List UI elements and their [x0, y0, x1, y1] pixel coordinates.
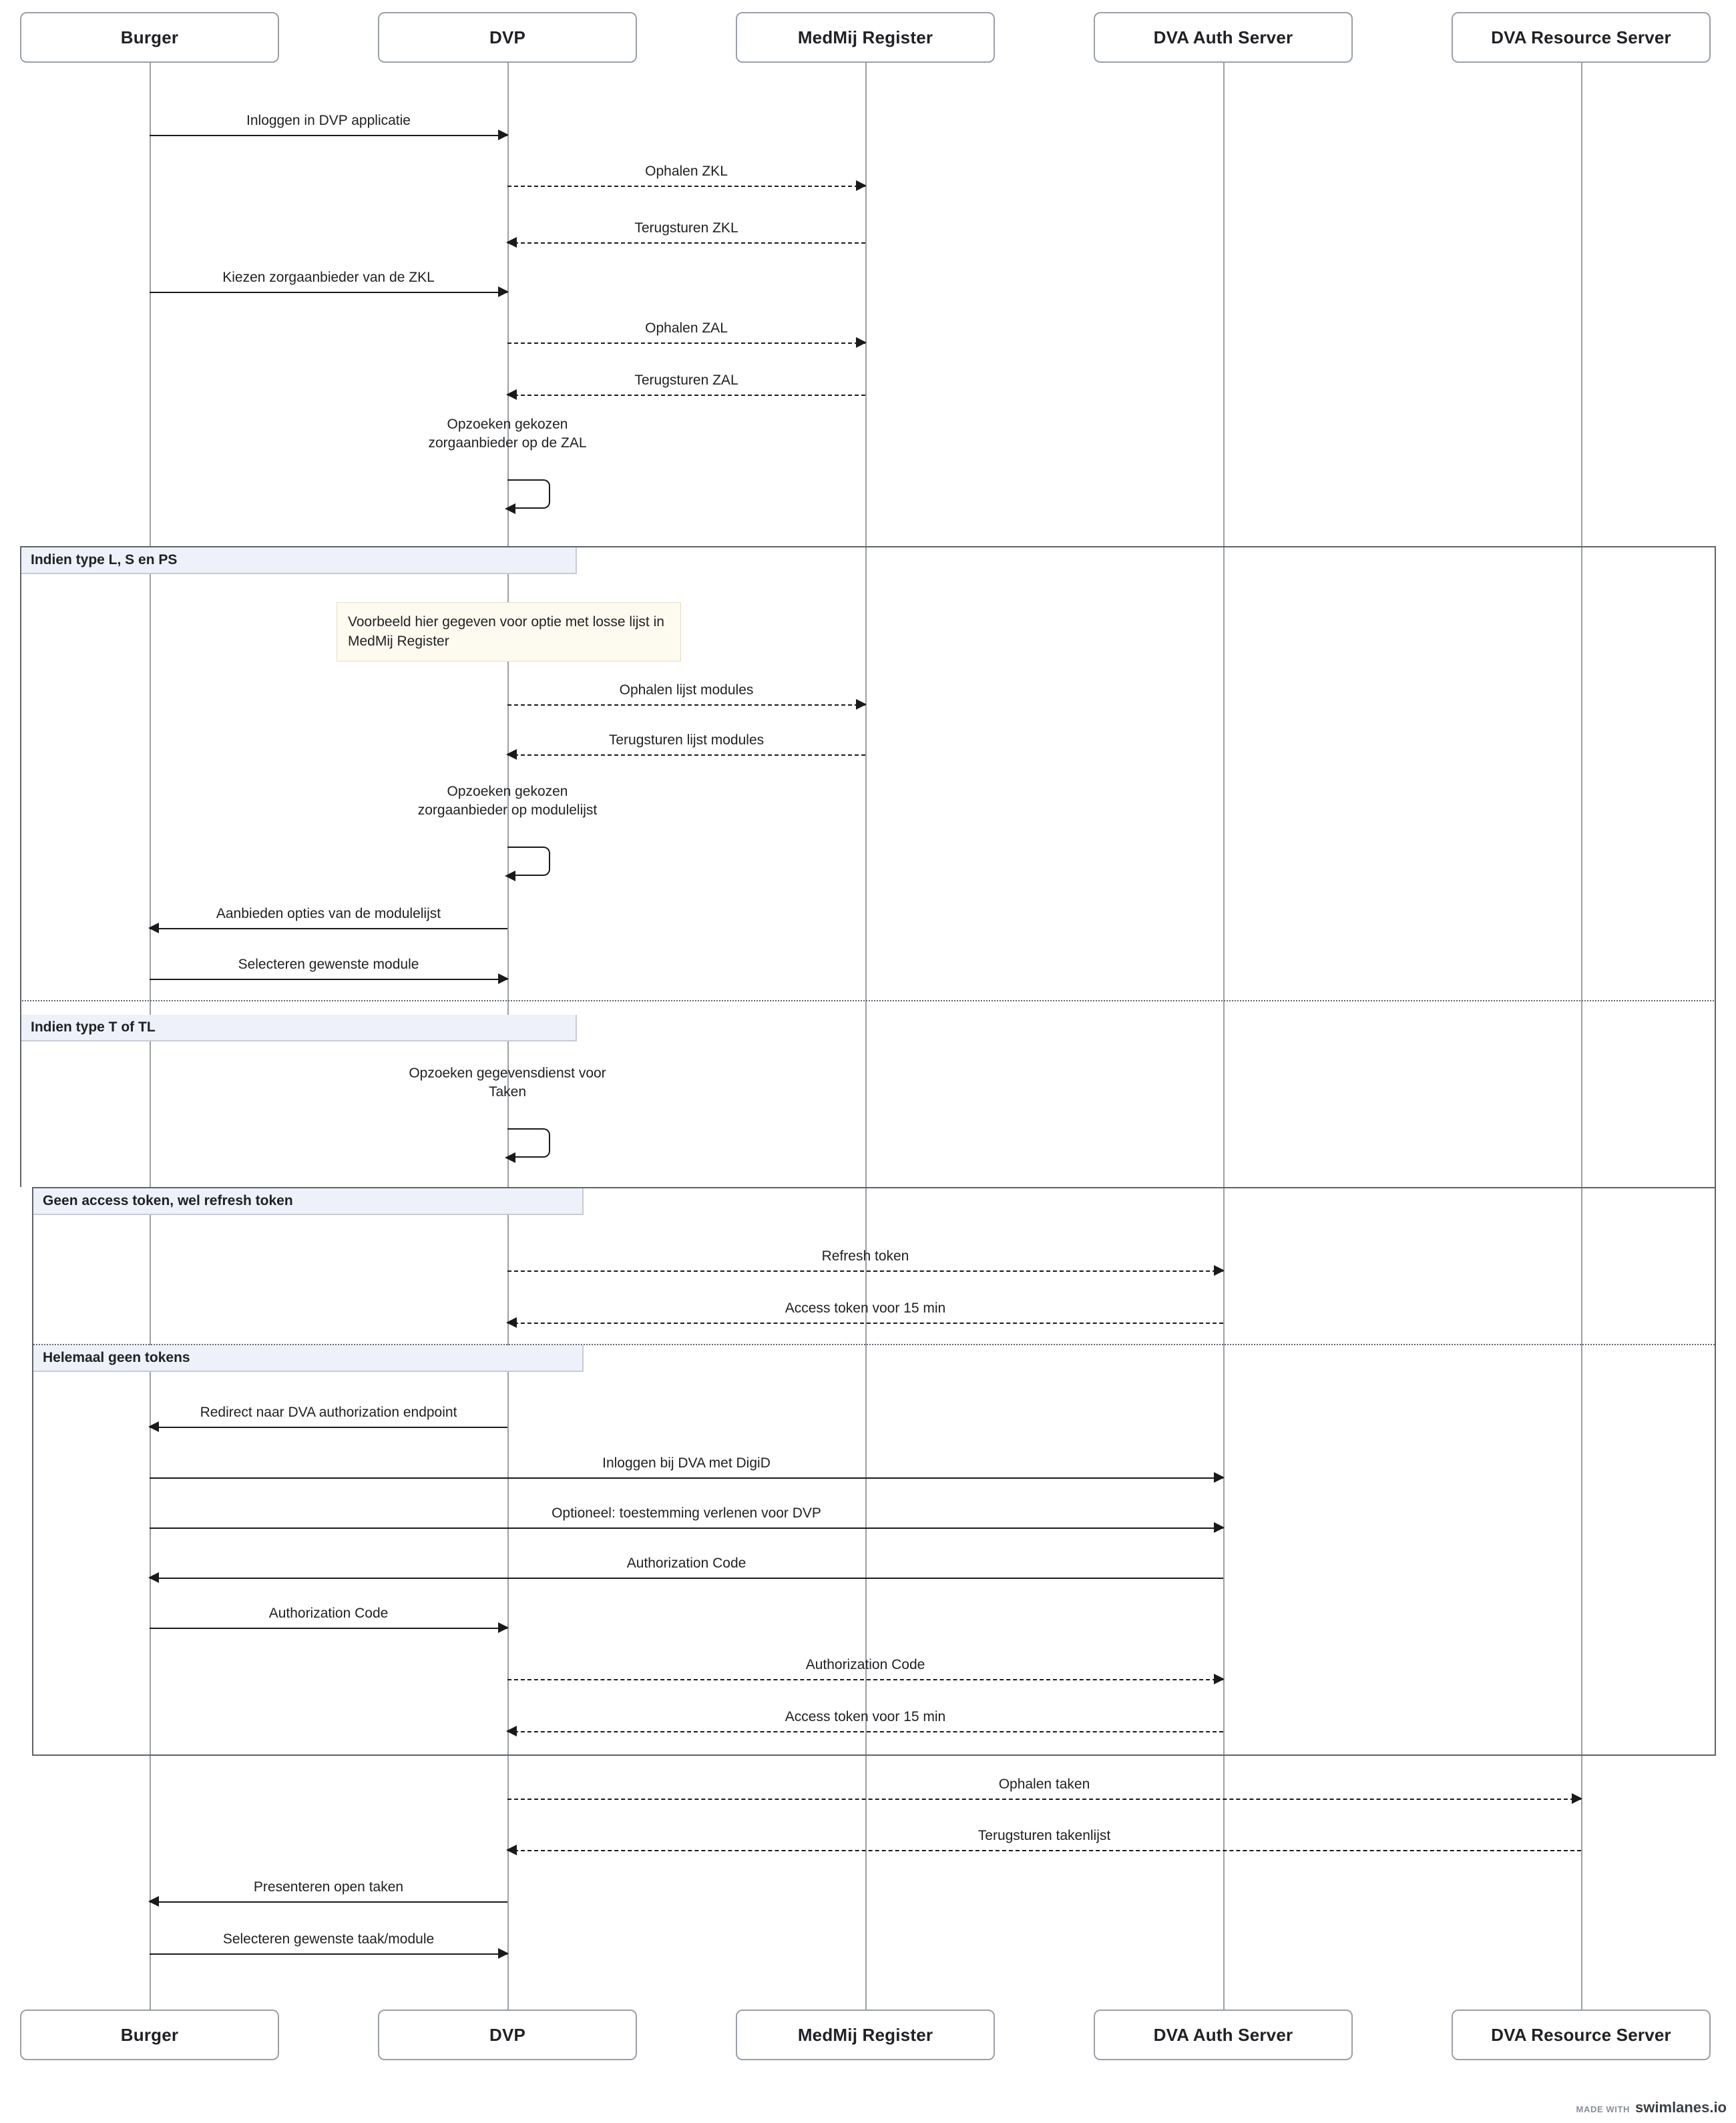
self-message-opzoeken-gegevensdienst[interactable]	[507, 1128, 550, 1158]
participant-burger-bottom[interactable]	[20, 2010, 279, 2060]
message-line	[507, 242, 865, 244]
message-line	[507, 1850, 1581, 1851]
participant-label: Burger	[120, 27, 179, 47]
message-label: Authorization Code	[268, 1605, 389, 1621]
arrowhead-icon	[506, 237, 517, 248]
arrowhead-icon	[505, 503, 515, 514]
message-line	[507, 342, 865, 344]
message-label: Access token voor 15 min	[785, 1300, 946, 1316]
self-message-opzoeken-modulelijst[interactable]	[507, 847, 550, 876]
message-line	[150, 1953, 507, 1955]
arrowhead-icon	[856, 337, 867, 348]
participant-dva-auth-server-top[interactable]	[1094, 12, 1353, 63]
participant-label: MedMij Register	[797, 2024, 933, 2045]
participant-dvp-bottom[interactable]	[378, 2010, 637, 2060]
message-label: Terugsturen takenlijst	[978, 1827, 1111, 1843]
participant-label: DVP	[489, 27, 526, 47]
message-label: Presenteren open taken	[253, 1879, 404, 1895]
message-label: Optioneel: toestemming verlenen voor DVP	[552, 1505, 821, 1521]
message-label: Terugsturen ZAL	[634, 372, 738, 388]
message-line	[507, 1270, 1223, 1272]
participant-dva-resource-server-top[interactable]	[1452, 12, 1711, 63]
arrowhead-icon	[505, 871, 515, 881]
message-line	[507, 704, 865, 706]
self-message-label-opzoeken-zal: Opzoeken gekozen zorgaanbieder op de ZAL	[428, 417, 587, 451]
message-label: Terugsturen lijst modules	[608, 732, 765, 748]
arrowhead-icon	[506, 1845, 517, 1855]
arrowhead-icon	[498, 286, 509, 297]
message-label: Ophalen lijst modules	[619, 682, 754, 698]
arrowhead-icon	[506, 1726, 517, 1736]
fragment-label-text: Geen access token, wel refresh token	[43, 1193, 293, 1208]
participant-label: Burger	[120, 2024, 179, 2045]
self-message-opzoeken-zal[interactable]	[507, 479, 550, 509]
participant-label: MedMij Register	[797, 27, 933, 47]
message-label: Terugsturen ZKL	[634, 220, 738, 236]
fragment-label-indien-type-l-s-en-ps	[21, 547, 577, 574]
message-line	[150, 1578, 1223, 1579]
arrowhead-icon	[506, 749, 517, 760]
message-label: Kiezen zorgaanbieder van de ZKL	[222, 269, 435, 285]
fragment-label-text: Indien type T of TL	[31, 1019, 156, 1035]
message-label: Access token voor 15 min	[785, 1708, 946, 1724]
arrowhead-icon	[1214, 1472, 1225, 1483]
participant-label: DVP	[489, 2024, 526, 2045]
fragment-indien-type-l-s-en-ps	[20, 546, 1716, 1000]
message-label: Selecteren gewenste module	[238, 956, 419, 972]
message-line	[507, 1731, 1223, 1732]
arrowhead-icon	[506, 1317, 517, 1328]
fragment-label-text: Helemaal geen tokens	[43, 1350, 190, 1365]
arrowhead-icon	[498, 1622, 509, 1633]
arrowhead-icon	[856, 699, 867, 710]
message-line	[150, 135, 507, 136]
message-label: Selecteren gewenste taak/module	[222, 1931, 435, 1947]
message-line	[150, 1477, 1223, 1479]
message-label: Authorization Code	[805, 1656, 925, 1672]
participant-medmij-register-top[interactable]	[736, 12, 995, 63]
footer-attribution	[1576, 2099, 1727, 2116]
message-line	[507, 395, 865, 396]
participant-dva-auth-server-bottom[interactable]	[1094, 2010, 1353, 2060]
message-label: Aanbieden opties van de modulelijst	[216, 905, 441, 921]
note-text: Voorbeeld hier gegeven voor optie met losse lijst in MedMij Register	[348, 614, 664, 650]
arrowhead-icon	[498, 973, 509, 984]
message-line	[507, 754, 865, 756]
message-label: Redirect naar DVA authorization endpoint	[200, 1404, 457, 1420]
arrowhead-icon	[148, 1896, 159, 1907]
message-label: Inloggen in DVP applicatie	[246, 112, 411, 128]
fragment-label-geen-access-token-wel-refresh-token	[33, 1188, 584, 1215]
message-line	[150, 979, 507, 980]
arrowhead-icon	[1572, 1793, 1582, 1804]
participant-dva-resource-server-bottom[interactable]	[1452, 2010, 1711, 2060]
fragment-label-helemaal-geen-tokens	[33, 1345, 584, 1372]
self-message-label-opzoeken-modulelijst: Opzoeken gekozen zorgaanbieder op modulelijst	[417, 784, 598, 818]
arrowhead-icon	[1214, 1265, 1225, 1276]
arrowhead-icon	[505, 1152, 515, 1163]
arrowhead-icon	[148, 923, 159, 933]
arrowhead-icon	[148, 1572, 159, 1583]
footer-made-with-label: MADE WITH	[1576, 2104, 1631, 2114]
arrowhead-icon	[1214, 1674, 1225, 1684]
message-label: Authorization Code	[626, 1555, 746, 1571]
message-line	[150, 928, 507, 929]
message-line	[150, 1628, 507, 1629]
participant-label: DVA Auth Server	[1153, 27, 1293, 47]
message-line	[507, 1799, 1581, 1800]
message-line	[507, 1679, 1223, 1680]
message-line	[150, 1901, 507, 1903]
participant-label: DVA Resource Server	[1491, 2024, 1671, 2045]
arrowhead-icon	[1214, 1522, 1225, 1533]
participant-label: DVA Auth Server	[1153, 2024, 1293, 2045]
message-line	[150, 1527, 1223, 1529]
arrowhead-icon	[856, 180, 867, 191]
fragment-label-indien-type-t-of-tl	[21, 1015, 577, 1041]
fragment-label-text: Indien type L, S en PS	[31, 552, 178, 567]
message-label: Inloggen bij DVA met DigiD	[602, 1455, 771, 1471]
participant-label: DVA Resource Server	[1491, 27, 1671, 47]
footer-brand-label[interactable]: swimlanes.io	[1635, 2099, 1727, 2116]
arrowhead-icon	[498, 130, 509, 140]
note-voorbeeld-losse-lijst	[337, 602, 681, 662]
self-message-label-opzoeken-gegevensdienst: Opzoeken gegevensdienst voor Taken	[409, 1066, 606, 1100]
participant-burger-top[interactable]	[20, 12, 279, 63]
message-line	[150, 1427, 507, 1428]
message-line	[507, 1323, 1223, 1324]
arrowhead-icon	[506, 389, 517, 400]
participant-medmij-register-bottom[interactable]	[736, 2010, 995, 2060]
arrowhead-icon	[498, 1948, 509, 1959]
message-line	[150, 292, 507, 293]
message-label: Refresh token	[821, 1248, 909, 1264]
message-label: Ophalen ZAL	[645, 320, 728, 336]
message-label: Ophalen ZKL	[645, 163, 728, 179]
message-line	[507, 186, 865, 187]
participant-dvp-top[interactable]	[378, 12, 637, 63]
message-label: Ophalen taken	[998, 1776, 1090, 1792]
arrowhead-icon	[148, 1421, 159, 1432]
